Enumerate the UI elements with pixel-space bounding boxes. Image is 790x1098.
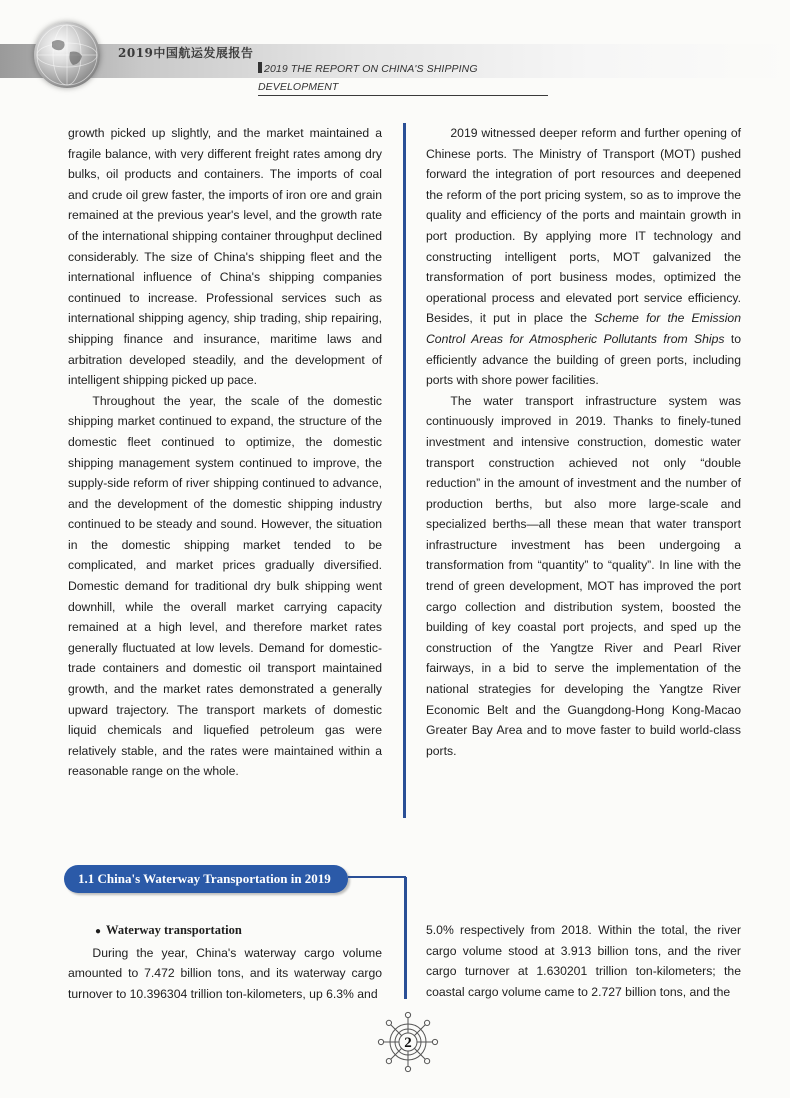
banner-connector-line (348, 876, 406, 878)
right-column-top (426, 123, 741, 761)
right-paragraph-1 (426, 123, 741, 391)
right-paragraph-1-start: 2019 witnessed deeper reform and further opening of Chinese ports. The Ministry of Transport (MOT) pushed forward the integration of port resources and deepened the reform of the port pricing system, so as to improve the quality and efficiency of the ports and maintain growth in port production. By applying more IT technology and constructing intelligent ports, MOT galvanized the transformation of port business modes, optimized the operational process and elevated port service efficiency. Besides, it put in place the (426, 126, 741, 326)
right-column-bottom (426, 920, 741, 1002)
section-heading-banner: 1.1 China's Waterway Transportation in 2019 (64, 865, 348, 893)
waterway-paragraph-right: 5.0% respectively from 2018. Within the total, the river cargo volume stood at 3.913 billion tons, and the river cargo turnover at 1.630201 trillion ton-kilometers; the coastal cargo volume came to 2.727 billion tons, and the (426, 923, 741, 999)
header-english-title-wrap (258, 59, 548, 96)
left-paragraph-2: Throughout the year, the scale of the domestic shipping market continued to expand, the structure of the domestic fleet continued to optimize, the domestic shipping management system continued to improve, the supply-side reform of river shipping continued to advance, and the development of the domestic shipping industry continued to be steady and sound. However, the situation in the domestic shipping market tended to be complicated, and market prices gradually diversified. Domestic demand for traditional dry bulk shipping went downhill, while the overall market carrying capacity remained at a high level, and therefore market rates generally fluctuated at low levels. Demand for domestic-trade containers and domestic oil transport maintained growth, and the market rates demonstrated a generally upward trajectory. The transport markets of domestic liquid chemicals and liquefied petroleum gas were relatively stable, and the rates were maintained within a reasonable range on the whole. (68, 393, 382, 779)
globe-logo (34, 22, 100, 88)
scheme-title: Scheme for the Emission Control Areas for Atmospheric Pollutants from Ships (426, 311, 741, 346)
right-paragraph-1-end: to efficiently advance the building of green ports, including ports with shore power facilities. (426, 331, 741, 388)
left-paragraph-1: growth picked up slightly, and the market maintained a fragile balance, with very different freight rates among dry bulks, oil products and containers. The imports of coal and crude oil grew faster, the imports of iron ore and grain remained at the previous year's level, and the growth rate of the international shipping container throughput declined considerably. The size of China's shipping fleet and the international influence of China's shipping companies continued to increase. Professional services such as international shipping agency, ship trading, ship repairing, shipping finance and insurance, maritime laws and arbitration developed steadily, and the development of intelligent shipping picked up pace. (68, 126, 382, 388)
header-english-title: 2019 THE REPORT ON CHINA'S SHIPPING DEVELOPMENT (258, 63, 478, 93)
page-number: 2 (404, 1035, 412, 1051)
header-chinese-title: 2019中国航运发展报告 (118, 46, 254, 60)
column-divider-bottom (404, 877, 407, 999)
bullet-heading (68, 920, 382, 943)
column-divider-top (403, 123, 406, 818)
waterway-paragraph-left: During the year, China's waterway cargo volume amounted to 7.472 billion tons, and its waterway cargo turnover to 10.396304 trillion ton-kilometers, up 6.3% and (68, 945, 382, 1001)
page-number-badge (376, 1010, 440, 1074)
header-mark (258, 62, 262, 73)
bullet-dot: ● (95, 926, 102, 937)
right-paragraph-2: The water transport infrastructure system was continuously improved in 2019. Thanks to finely-tuned investment and intensive construction, domestic water transport construction achieved not only “double reduction” in the amount of investment and the number of production berths, but also more large-scale and specialized berths—all these mean that water transport infrastructure investment has been undergoing a transformation from “quantity” to “quality”. In line with the trend of green development, MOT has improved the port cargo collection and distribution system, boosted the building of key coastal port projects, and sped up the construction of the Yangtze River and Pearl River fairways, in a bid to serve the implementation of the national strategies for developing the Yangtze River Economic Belt and the Guangdong-Hong Kong-Macao Greater Bay Area and to move faster to build world-class ports. (426, 393, 741, 758)
bullet-heading-text: Waterway transportation (106, 923, 242, 937)
left-column-bottom (68, 920, 382, 1004)
left-column-top (68, 123, 382, 782)
